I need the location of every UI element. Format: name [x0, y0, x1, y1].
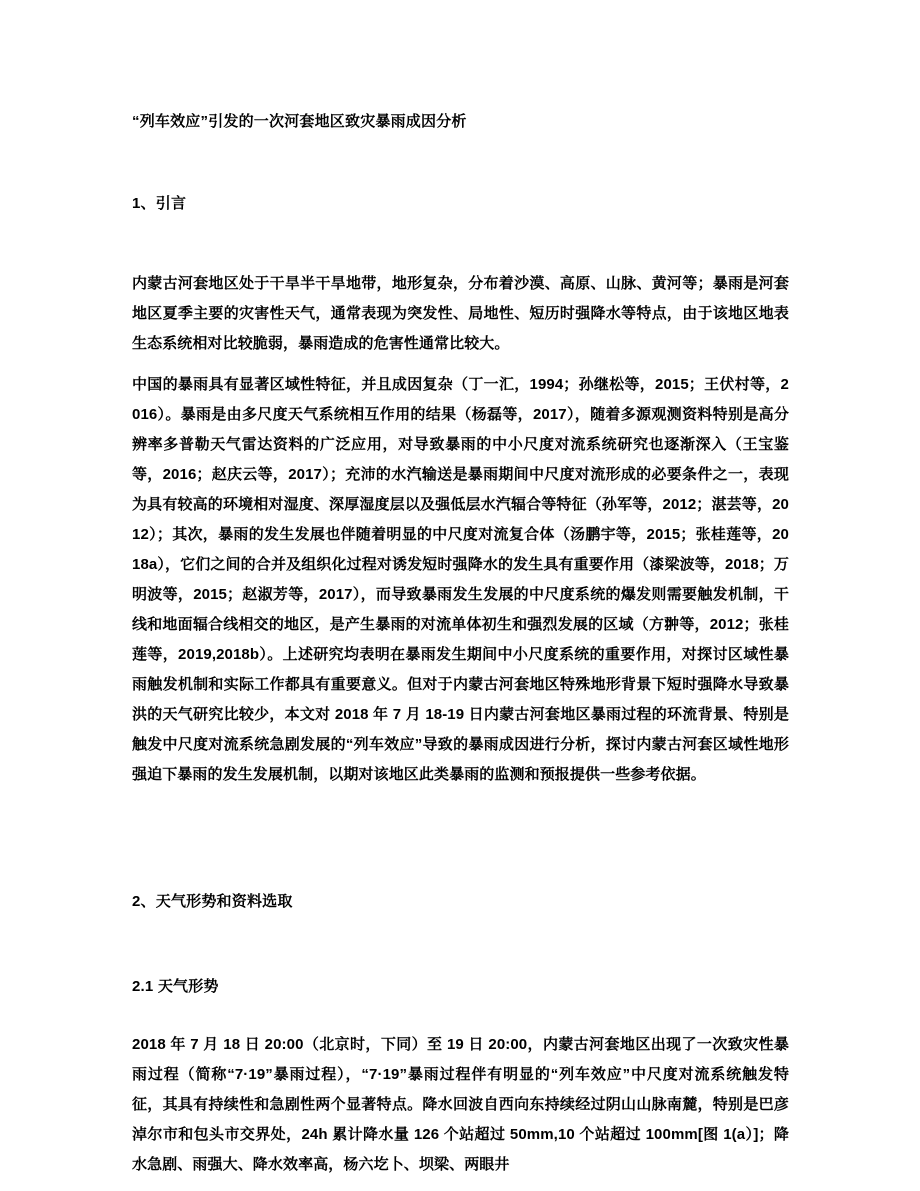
paragraph-intro-2: 中国的暴雨具有显著区域性特征，并且成因复杂（丁一汇，1994；孙继松等，2015；王伏村等，2016）。暴雨是由多尺度天气系统相互作用的结果（杨磊等，2017），随着多源观测资料特别是高分辨率多普勒天气雷达资料的广泛应用，对导致暴雨的中小尺度对流系统研究也逐渐深入（王宝鉴等，2016；赵庆云等，2017）；充沛的水汽输送是暴雨期间中尺度对流形成的必要条件之一，表现为具有较高的环境相对湿度、深厚湿度层以及强低层水汽辐合等特征（孙军等，2012；湛芸等，2012）；其次，暴雨的发生发展也伴随着明显的中尺度对流复合体（汤鹏宇等，2015；张桂莲等，2018a），它们之间的合并及组织化过程对诱发短时强降水的发生具有重要作用（漆梁波等，2018；万明波等，2015；赵淑芳等，2017），而导致暴雨发生发展的中尺度系统的爆发则需要触发机制，干线和地面辐合线相交的地区，是产生暴雨的对流单体初生和强烈发展的区域（方翀等，2012；张桂莲等，2019,2018b）。上述研究均表明在暴雨发生期间中小尺度系统的重要作用，对探讨区域性暴雨触发机制和实际工作都具有重要意义。但对于内蒙古河套地区特殊地形背景下短时强降水导致暴洪的天气研究比较少，本文对 2018 年 7 月 18-19 日内蒙古河套地区暴雨过程的环流背景、特别是触发中尺度对流系统急剧发展的“列车效应”导致的暴雨成因进行分析，探讨内蒙古河套区域性地形强迫下暴雨的发生发展机制，以期对该地区此类暴雨的监测和预报提供一些参考依据。: [132, 376, 789, 783]
subsection-heading-2-1: 2.1 天气形势: [132, 978, 219, 995]
section-heading-weather-situation: 2、天气形势和资料选取: [132, 893, 293, 910]
paragraph-section2-1: 2018 年 7 月 18 日 20:00（北京时，下同）至 19 日 20:00，内蒙古河套地区出现了一次致灾性暴雨过程（简称“7·19”暴雨过程），“7·19”暴雨过程伴有明显的“列车效应”中尺度对流系统触发特征，其具有持续性和急剧性两个显著特点。降水回波自西向东持续经过阴山山脉南麓，特别是巴彦淖尔市和包头市交界处，24h 累计降水量 126 个站超过 50mm,10 个站超过 100mm[图 1(a）]；降水急剧、雨强大、降水效率高，杨六圪卜、坝梁、两眼井: [132, 1036, 789, 1173]
section-heading-introduction: 1、引言: [132, 195, 187, 212]
page-content: [132, 0, 789, 1180]
page-title: “列车效应”引发的一次河套地区致灾暴雨成因分析: [132, 113, 467, 130]
paragraph-intro-1: 内蒙古河套地区处于干旱半干旱地带，地形复杂，分布着沙漠、高原、山脉、黄河等；暴雨是河套地区夏季主要的灾害性天气，通常表现为突发性、局地性、短历时强降水等特点，由于该地区地表生态系统相对比较脆弱，暴雨造成的危害性通常比较大。: [132, 275, 789, 352]
